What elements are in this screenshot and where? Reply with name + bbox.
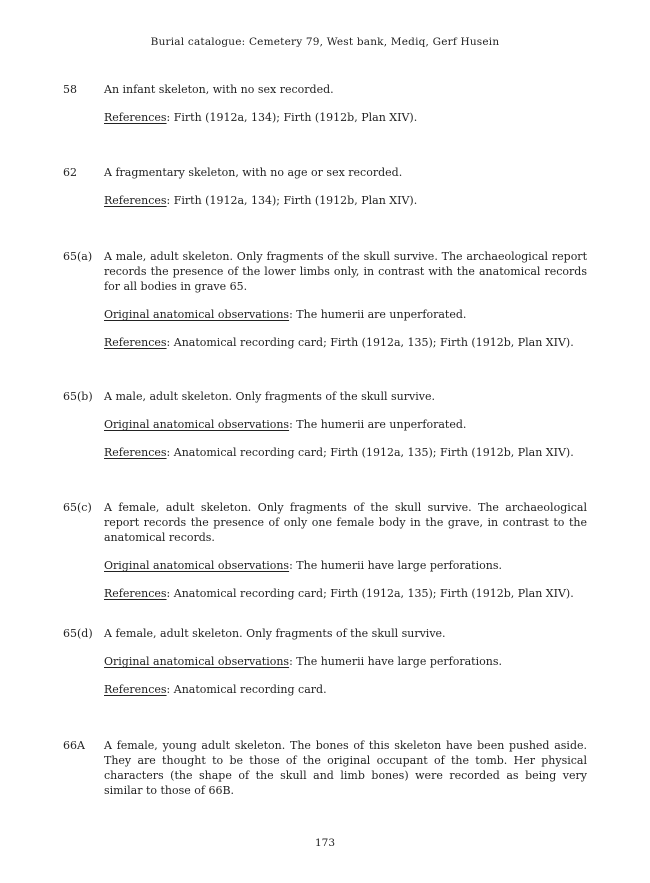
references-text: Anatomical recording card; Firth (1912a, 135); Firth (1912b, Plan XIV). (173, 446, 574, 459)
entry-observations: Original anatomical observations: The humerii are unperforated. (104, 418, 467, 431)
references-label: References (104, 111, 167, 124)
entry-body (104, 249, 587, 350)
observations-text: The humerii have large perforations. (296, 559, 502, 572)
observations-label: Original anatomical observations (104, 559, 290, 572)
entry-references: References: Firth (1912a, 134); Firth (1912b, Plan XIV). (104, 194, 418, 207)
references-text: Firth (1912a, 134); Firth (1912b, Plan XIV). (173, 111, 418, 124)
entry-description: A male, adult skeleton. Only fragments of the skull survive. (104, 390, 435, 403)
entry-body (104, 82, 587, 125)
entry-description: A male, adult skeleton. Only fragments of the skull survive. The archaeological report records the presence of the lower limbs only, in contrast with the anatomical records for all bodies in grave 65. (104, 250, 587, 293)
entry-body (104, 738, 587, 798)
entry-id: 65(a) (63, 250, 93, 263)
entry-description: A fragmentary skeleton, with no age or sex recorded. (104, 166, 403, 179)
entry-observations: Original anatomical observations: The humerii have large perforations. (104, 655, 502, 668)
observations-text: The humerii are unperforated. (296, 418, 467, 431)
entry-body (104, 165, 587, 208)
entry-description: A female, young adult skeleton. The bones of this skeleton have been pushed aside. They are thought to be those of the original occupant of the tomb. Her physical characters (the shape of the skull and limb bones) were recorded as being very similar to those of 66B. (104, 739, 587, 797)
entry-id: 65(c) (63, 501, 92, 514)
references-label: References (104, 446, 167, 459)
entry-observations: Original anatomical observations: The humerii are unperforated. (104, 308, 467, 321)
entry-references: References: Anatomical recording card. (104, 683, 327, 696)
references-label: References (104, 194, 167, 207)
entry-id: 65(b) (63, 390, 93, 403)
entry-id: 62 (63, 166, 77, 179)
references-label: References (104, 336, 167, 349)
entry-body (104, 389, 587, 460)
entry-body (104, 500, 587, 601)
references-text: Anatomical recording card; Firth (1912a, 135); Firth (1912b, Plan XIV). (173, 336, 574, 349)
references-label: References (104, 683, 167, 696)
references-label: References (104, 587, 167, 600)
observations-text: The humerii have large perforations. (296, 655, 502, 668)
page-header: Burial catalogue: Cemetery 79, West bank, Mediq, Gerf Husein (150, 36, 500, 48)
entry-id: 66A (63, 739, 85, 752)
references-text: Anatomical recording card. (173, 683, 327, 696)
entry-description: An infant skeleton, with no sex recorded. (104, 83, 334, 96)
observations-label: Original anatomical observations (104, 655, 290, 668)
entry-observations: Original anatomical observations: The humerii have large perforations. (104, 559, 502, 572)
entry-references: References: Anatomical recording card; Firth (1912a, 135); Firth (1912b, Plan XIV). (104, 587, 574, 600)
entry-id: 58 (63, 83, 77, 96)
entry-references: References: Anatomical recording card; Firth (1912a, 135); Firth (1912b, Plan XIV). (104, 336, 574, 349)
entry-body (104, 626, 587, 697)
entry-references: References: Anatomical recording card; Firth (1912a, 135); Firth (1912b, Plan XIV). (104, 446, 574, 459)
entry-description: A female, adult skeleton. Only fragments of the skull survive. (104, 627, 446, 640)
entry-description: A female, adult skeleton. Only fragments of the skull survive. The archaeological report records the presence of only one female body in the grave, in contrast to the anatomical records. (104, 501, 587, 544)
observations-text: The humerii are unperforated. (296, 308, 467, 321)
references-text: Anatomical recording card; Firth (1912a, 135); Firth (1912b, Plan XIV). (173, 587, 574, 600)
references-text: Firth (1912a, 134); Firth (1912b, Plan XIV). (173, 194, 418, 207)
entry-references: References: Firth (1912a, 134); Firth (1912b, Plan XIV). (104, 111, 418, 124)
observations-label: Original anatomical observations (104, 418, 290, 431)
observations-label: Original anatomical observations (104, 308, 290, 321)
entry-id: 65(d) (63, 627, 93, 640)
page-number: 173 (314, 837, 336, 849)
